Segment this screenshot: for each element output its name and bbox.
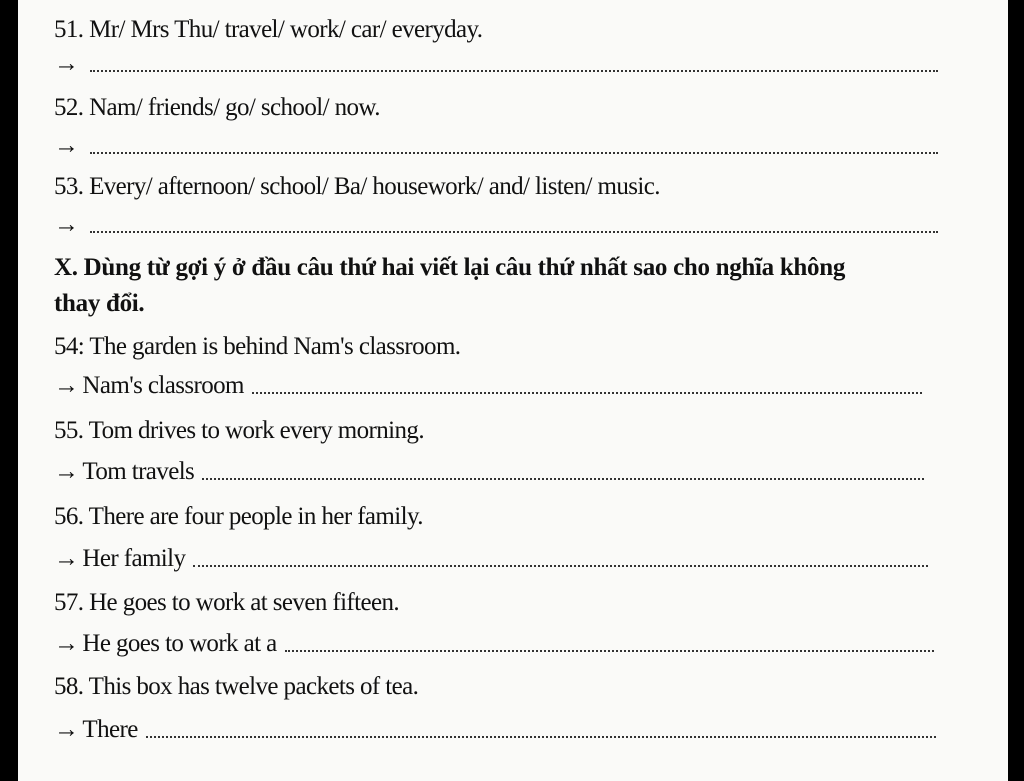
answer-line-58 (54, 714, 936, 744)
arrow-icon: → (54, 630, 79, 657)
question-57: 57. He goes to work at seven fifteen. (54, 589, 400, 616)
arrow-icon: → (54, 458, 79, 485)
arrow-icon: → (54, 211, 79, 238)
question-55: 55. Tom drives to work every morning. (54, 417, 424, 444)
answer-prefix: Nam's classroom (82, 372, 244, 399)
answer-line-51 (54, 48, 938, 78)
answer-line-54 (54, 370, 922, 400)
answer-line-55 (54, 456, 924, 486)
answer-prefix: There (82, 716, 138, 743)
section-x-heading-cont: thay đổi. (54, 290, 145, 317)
blank-line[interactable] (252, 391, 922, 394)
answer-line-57 (54, 628, 934, 658)
blank-line[interactable] (146, 735, 936, 738)
question-54: 54: The garden is behind Nam's classroom. (54, 333, 461, 360)
answer-prefix: He goes to work at a (82, 630, 277, 657)
arrow-icon: → (54, 132, 79, 159)
blank-line[interactable] (193, 564, 928, 567)
arrow-icon: → (54, 372, 79, 399)
answer-line-53 (54, 209, 938, 239)
arrow-icon: → (54, 716, 79, 743)
question-58: 58. This box has twelve packets of tea. (54, 673, 419, 700)
question-52: 52. Nam/ friends/ go/ school/ now. (54, 94, 380, 121)
blank-line[interactable] (90, 230, 938, 233)
answer-line-52 (54, 130, 938, 160)
worksheet-page (18, 0, 1008, 781)
answer-prefix: Tom travels (82, 458, 195, 485)
blank-line[interactable] (285, 649, 934, 652)
question-51: 51. Mr/ Mrs Thu/ travel/ work/ car/ everyday. (54, 16, 483, 43)
question-56: 56. There are four people in her family. (54, 503, 423, 530)
question-53: 53. Every/ afternoon/ school/ Ba/ housework/ and/ listen/ music. (54, 173, 660, 200)
arrow-icon: → (54, 50, 79, 77)
answer-line-56 (54, 543, 928, 573)
section-x-heading: X. Dùng từ gợi ý ở đầu câu thứ hai viết lại câu thứ nhất sao cho nghĩa không (54, 254, 846, 281)
blank-line[interactable] (90, 69, 938, 72)
blank-line[interactable] (90, 151, 938, 154)
arrow-icon: → (54, 545, 79, 572)
answer-prefix: Her family (82, 545, 186, 572)
blank-line[interactable] (202, 477, 924, 480)
